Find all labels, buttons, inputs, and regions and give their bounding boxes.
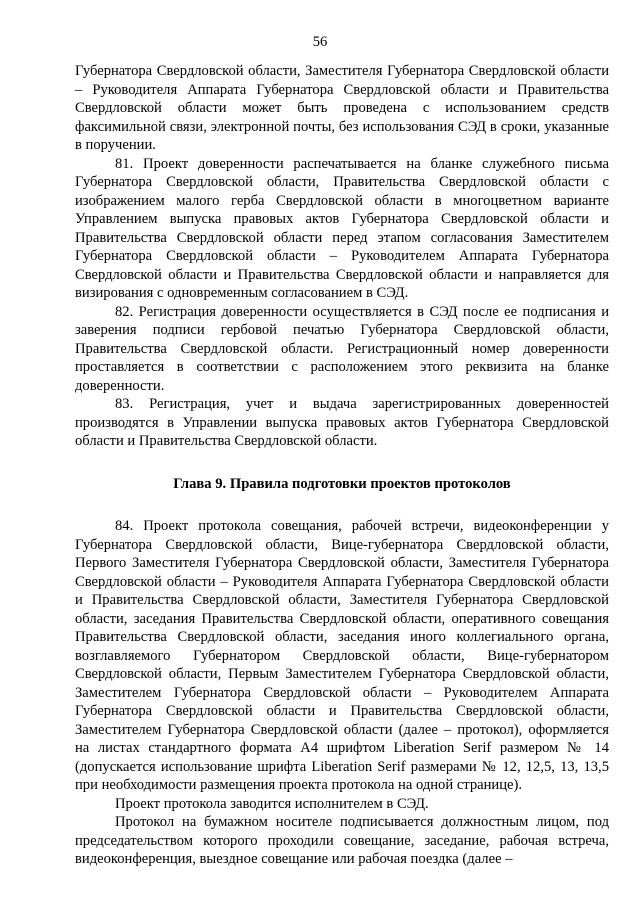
paragraph-continuation: Губернатора Свердловской области, Заместителя Губернатора Свердловской области – Руководителя Аппарата Губернатора Свердловской области и Правительства Свердловской области может быть проведена с использованием средств факсимильной связи, электронной почты, без использования СЭД в сроки, указанные в поручении. (75, 63, 609, 153)
chapter-heading: Глава 9. Правила подготовки проектов протоколов (173, 475, 511, 492)
paragraph-83: 83. Регистрация, учет и выдача зарегистрированных доверенностей производятся в Управлении выпуска правовых актов Губернатора Свердловской области и Правительства Свердловской области. (75, 396, 609, 449)
paragraph-draft-protocol: Проект протокола заводится исполнителем в СЭД. (115, 795, 429, 812)
paragraph-84: 84. Проект протокола совещания, рабочей встречи, видеоконференции у Губернатора Свердловской области, Вице-губернатора Свердловской области, Первого Заместителя Губернатора Свердловской области, Заместителя Губернатора Свердловской области – Руководителя Аппарата Губернатора Свердловской области и Правительства Свердловской области, Заместителя Губернатора Свердловской области, заседания Правительства Свердловской области, оперативного совещания Правительства Свердловской области, заседания иного коллегиального органа, возглавляемого Губернатором Свердловской области, Вице-губернатором Свердловской области, Первым Заместителем Губернатора Свердловской области, Заместителем Губернатора Свердловской области – Руководителем Аппарата Губернатора Свердловской области и Правительства Свердловской области, Заместителем Губернатора Свердловской области (далее – протокол), оформляется на листах стандартного формата А4 шрифтом Liberation Serif размером № 14 (допускается использование шрифта Liberation Serif размерами № 12, 12,5, 13, 13,5 при необходимости размещения проекта протокола на одной странице). (75, 518, 609, 793)
paragraph-82: 82. Регистрация доверенности осуществляется в СЭД после ее подписания и заверения подписи гербовой печатью Губернатора Свердловской области, Правительства Свердловской области. Регистрационный номер доверенности проставляется в соответствии с расположением этого реквизита на бланке доверенности. (75, 303, 609, 394)
paragraph-protocol-signing: Протокол на бумажном носителе подписывается должностным лицом, под председательством которого проходили совещание, заседание, рабочая встреча, видеоконференция, выездное совещание или рабочая поездка (далее – (75, 814, 609, 867)
page-number: 56 (312, 34, 328, 50)
document-body (75, 62, 609, 869)
paragraph-81: 81. Проект доверенности распечатывается на бланке служебного письма Губернатора Свердловской области, Правительства Свердловской области с изображением малого герба Свердловской области в многоцветном варианте Управлением выпуска правовых актов Губернатора Свердловской области и Правительства Свердловской области перед этапом согласования Заместителем Губернатора Свердловской области – Руководителем Аппарата Губернатора Свердловской области и Правительства Свердловской области и направляется для визирования с одновременным согласованием в СЭД. (75, 155, 609, 301)
